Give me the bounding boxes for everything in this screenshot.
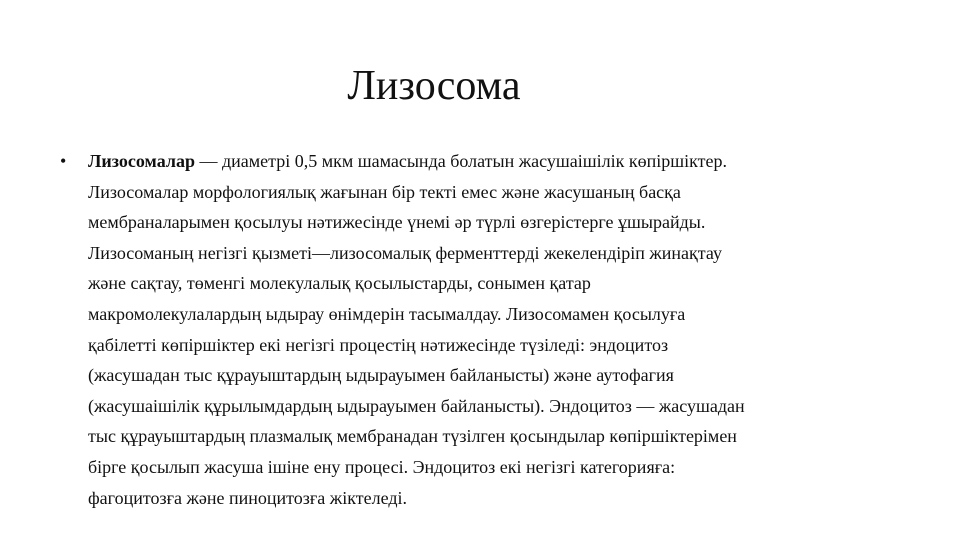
bullet-dot: • bbox=[60, 151, 67, 171]
paragraph-line-1 bbox=[88, 146, 890, 177]
paragraph-line-3: мембраналарымен қосылуы нәтижесінде үнемі әр түрлі өзгерістерге ұшырайды. bbox=[88, 212, 706, 233]
bold-term: Лизосомалар bbox=[88, 151, 195, 171]
paragraph-line-11: бірге қосылып жасуша ішіне ену процесі. Эндоцитоз екі негізгі категорияға: bbox=[88, 456, 676, 477]
paragraph-line-9: (жасушаішілік құрылымдардың ыдырауымен байланысты). Эндоцитоз — жасушадан bbox=[88, 395, 745, 416]
paragraph-line-5: және сақтау, төменгі молекулалық қосылыстарды, сонымен қатар bbox=[88, 273, 591, 294]
paragraph-line-4: Лизосоманың негізгі қызметі—лизосомалық ферменттерді жекелендіріп жинақтау bbox=[88, 242, 722, 263]
paragraph-line-10: тыс құрауыштардың плазмалық мембранадан түзілген қосындылар көпіршіктерімен bbox=[88, 426, 737, 447]
slide-title: Лизосома bbox=[347, 63, 521, 109]
paragraph-line-8: (жасушадан тыс құрауыштардың ыдырауымен байланысты) және аутофагия bbox=[88, 365, 674, 386]
paragraph-line-7: қабілетті көпіршіктер екі негізгі процестің нәтижесінде түзіледі: эндоцитоз bbox=[88, 334, 669, 355]
bullet-item bbox=[60, 146, 890, 513]
paragraph-line-12: фагоцитозға және пиноцитозға жіктеледі. bbox=[88, 487, 407, 508]
line-text: — диаметрі 0,5 мкм шамасында болатын жасушаішілік көпіршіктер. bbox=[194, 151, 727, 171]
paragraph-line-2: Лизосомалар морфологиялық жағынан бір текті емес және жасушаның басқа bbox=[88, 181, 681, 202]
bullet-paragraph bbox=[88, 146, 890, 513]
paragraph-line-6: макромолекулалардың ыдырау өнімдерін тасымалдау. Лизосомамен қосылуға bbox=[88, 303, 686, 324]
slide-body bbox=[60, 146, 890, 513]
